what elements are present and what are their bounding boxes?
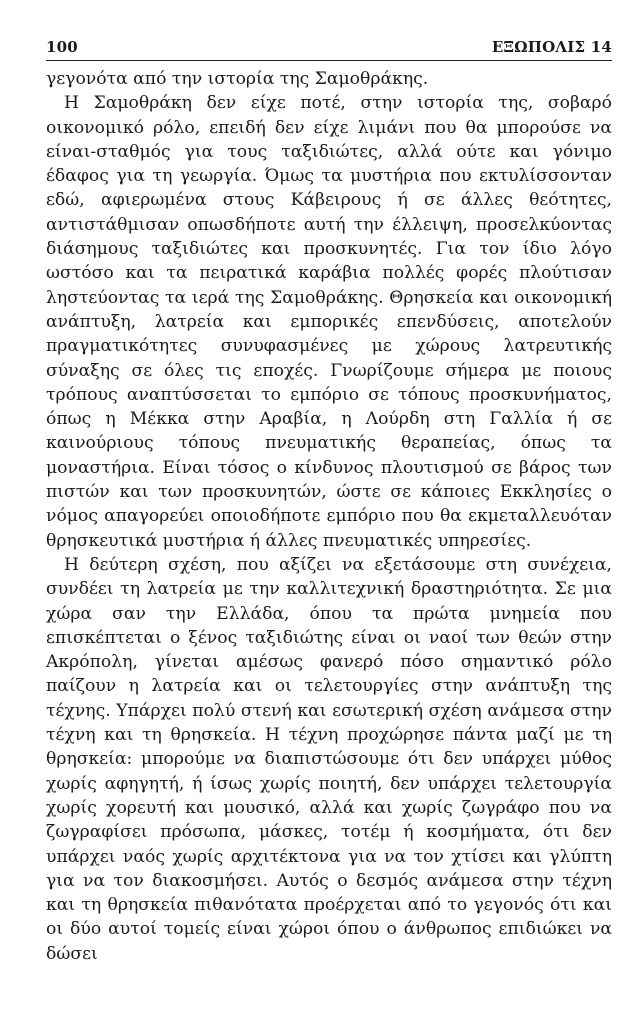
paragraph-continuation: γεγονότα από την ιστορία της Σαμοθράκης.	[46, 69, 429, 89]
book-page	[46, 38, 612, 966]
running-header	[46, 38, 612, 61]
paragraph: Η Σαμοθράκη δεν είχε ποτέ, στην ιστορία της, σοβαρό οικονομικό ρόλο, επειδή δεν είχε λιμάνι που θα μπορούσε να είναι-σταθμός για τους ταξιδιώτες, αλλά ούτε και γόνιμο έδαφος για τη γεωργία. Όμως τα μυστήρια που εκτυλίσσονταν εδώ, αφιερωμένα στους Κάβειρους ή σε άλλες θεότητες, αντιστάθμισαν οπωσδήποτε αυτή την έλλειψη, προσελκύοντας διάσημους ταξιδιώτες και προσκυνητές. Για τον ίδιο λόγο ωστόσο και τα πειρατικά καράβια πολλές φορές πλούτισαν ληστεύοντας τα ιερά της Σαμοθράκης. Θρησκεία και οικονομική ανάπτυξη, λατρεία και εμπορικές επενδύσεις, αποτελούν πραγματικότητες συνυφασμένες με χώρους λατρευτικής σύναξης σε όλες τις εποχές. Γνωρίζουμε σήμερα με ποιους τρόπους αναπτύσσεται το εμπόριο σε τόπους προσκυνήματος, όπως η Μέκκα στην Αραβία, η Λούρδη στη Γαλλία ή σε καινούριους τόπους πνευματικής θεραπείας, όπως τα μοναστήρια. Είναι τόσος ο κίνδυνος πλουτισμού σε βάρος των πιστών και των προσκυνητών, ώστε σε κάποιες Εκκλησίες ο νόμος απαγορεύει οποιοδήποτε εμπόριο που θα εκμεταλλευόταν θρησκευτικά μυστήρια ή άλλες πνευματικές υπηρεσίες.	[46, 93, 612, 551]
paragraph: Η δεύτερη σχέση, που αξίζει να εξετάσουμε στη συνέχεια, συνδέει τη λατρεία με την καλλιτεχνική δραστηριότητα. Σε μια χώρα σαν την Ελλάδα, όπου τα πρώτα μνημεία που επισκέπτεται ο ξένος ταξιδιώτης είναι οι ναοί των θεών στην Ακρόπολη, γίνεται αμέσως φανερό πόσο σημαντικό ρόλο παίζουν η λατρεία και οι τελετουργίες στην ανάπτυξη της τέχνης. Υπάρχει πολύ στενή και εσωτερική σχέση ανάμεσα στην τέχνη και τη θρησκεία. Η τέχνη προχώρησε πάντα μαζί με τη θρησκεία: μπορούμε να διαπιστώσουμε ότι δεν υπάρχει μύθος χωρίς αφηγητή, ή ίσως χωρίς ποιητή, δεν υπάρχει τελετουργία χωρίς χορευτή και μουσικό, αλλά και χωρίς ζωγράφο που να ζωγραφίσει πρόσωπα, μάσκες, τοτέμ ή κοσμήματα, ότι δεν υπάρχει ναός χωρίς αρχιτέκτονα για να τον χτίσει και γλύπτη για να τον διακοσμήσει. Αυτός ο δεσμός ανάμεσα στην τέχνη και τη θρησκεία πιθανότατα προέρχεται από το γεγονός ότι και οι δύο αυτοί τομείς είναι χώροι όπου ο άνθρωπος επιδιώκει να δώσει	[46, 554, 612, 964]
page-number: 100	[46, 38, 78, 56]
body-text	[46, 67, 612, 966]
running-title: ΕΞΩΠΟΛΙΣ 14	[491, 38, 612, 56]
